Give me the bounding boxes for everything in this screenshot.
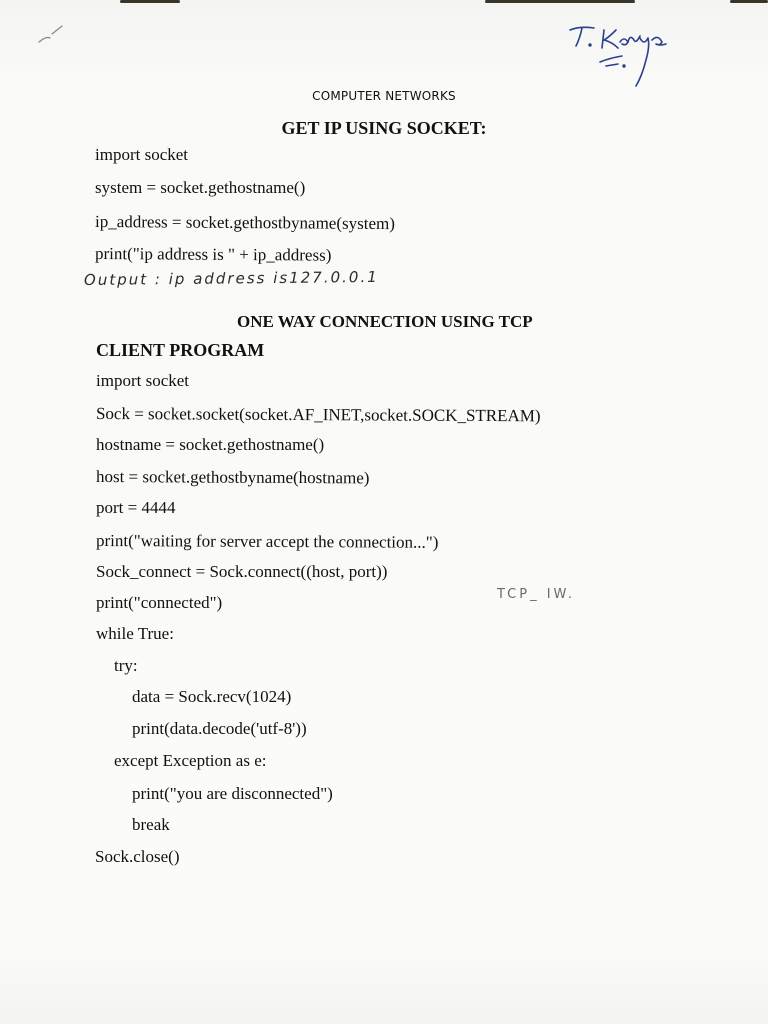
code-line: system = socket.gethostname() [95,178,306,197]
code-line: print("connected") [96,593,223,612]
code-line: try: [114,656,138,675]
code-line: print(data.decode('utf-8')) [132,719,307,738]
course-title: COMPUTER NETWORKS [312,89,456,103]
code-line: print("ip address is " + ip_address) [94,244,332,265]
section-heading-tcp: ONE WAY CONNECTION USING TCP [237,312,533,331]
code-line: except Exception as e: [114,751,267,770]
code-line: ip_address = socket.gethostbyname(system) [94,212,396,234]
pencil-tick-icon [36,22,66,48]
code-line: host = socket.gethostbyname(hostname) [95,467,370,488]
code-line: hostname = socket.gethostname() [96,435,325,454]
code-line: data = Sock.recv(1024) [132,687,292,706]
scan-edge-mark [730,0,768,3]
code-line: while True: [96,624,174,643]
client-program-heading: CLIENT PROGRAM [96,340,265,360]
code-line: Sock_connect = Sock.connect((host, port)) [96,562,388,581]
handwritten-output: Output : ip address is127.0.0.1 [83,267,379,289]
scan-edge-mark [120,0,180,3]
code-line: print("you are disconnected") [132,784,333,803]
code-line: break [132,815,170,834]
code-line: port = 4444 [96,498,176,517]
handwritten-note: TCP_ IW. [497,587,576,602]
signature [560,16,690,96]
code-line: import socket [96,371,190,390]
code-line: Sock.close() [95,847,180,866]
code-line: import socket [95,145,189,164]
code-line: Sock = socket.socket(socket.AF_INET,socket.SOCK_STREAM) [95,404,541,426]
section-heading-get-ip: GET IP USING SOCKET: [281,118,487,138]
scan-edge-mark [485,0,635,3]
code-line: print("waiting for server accept the connection...") [95,531,439,552]
